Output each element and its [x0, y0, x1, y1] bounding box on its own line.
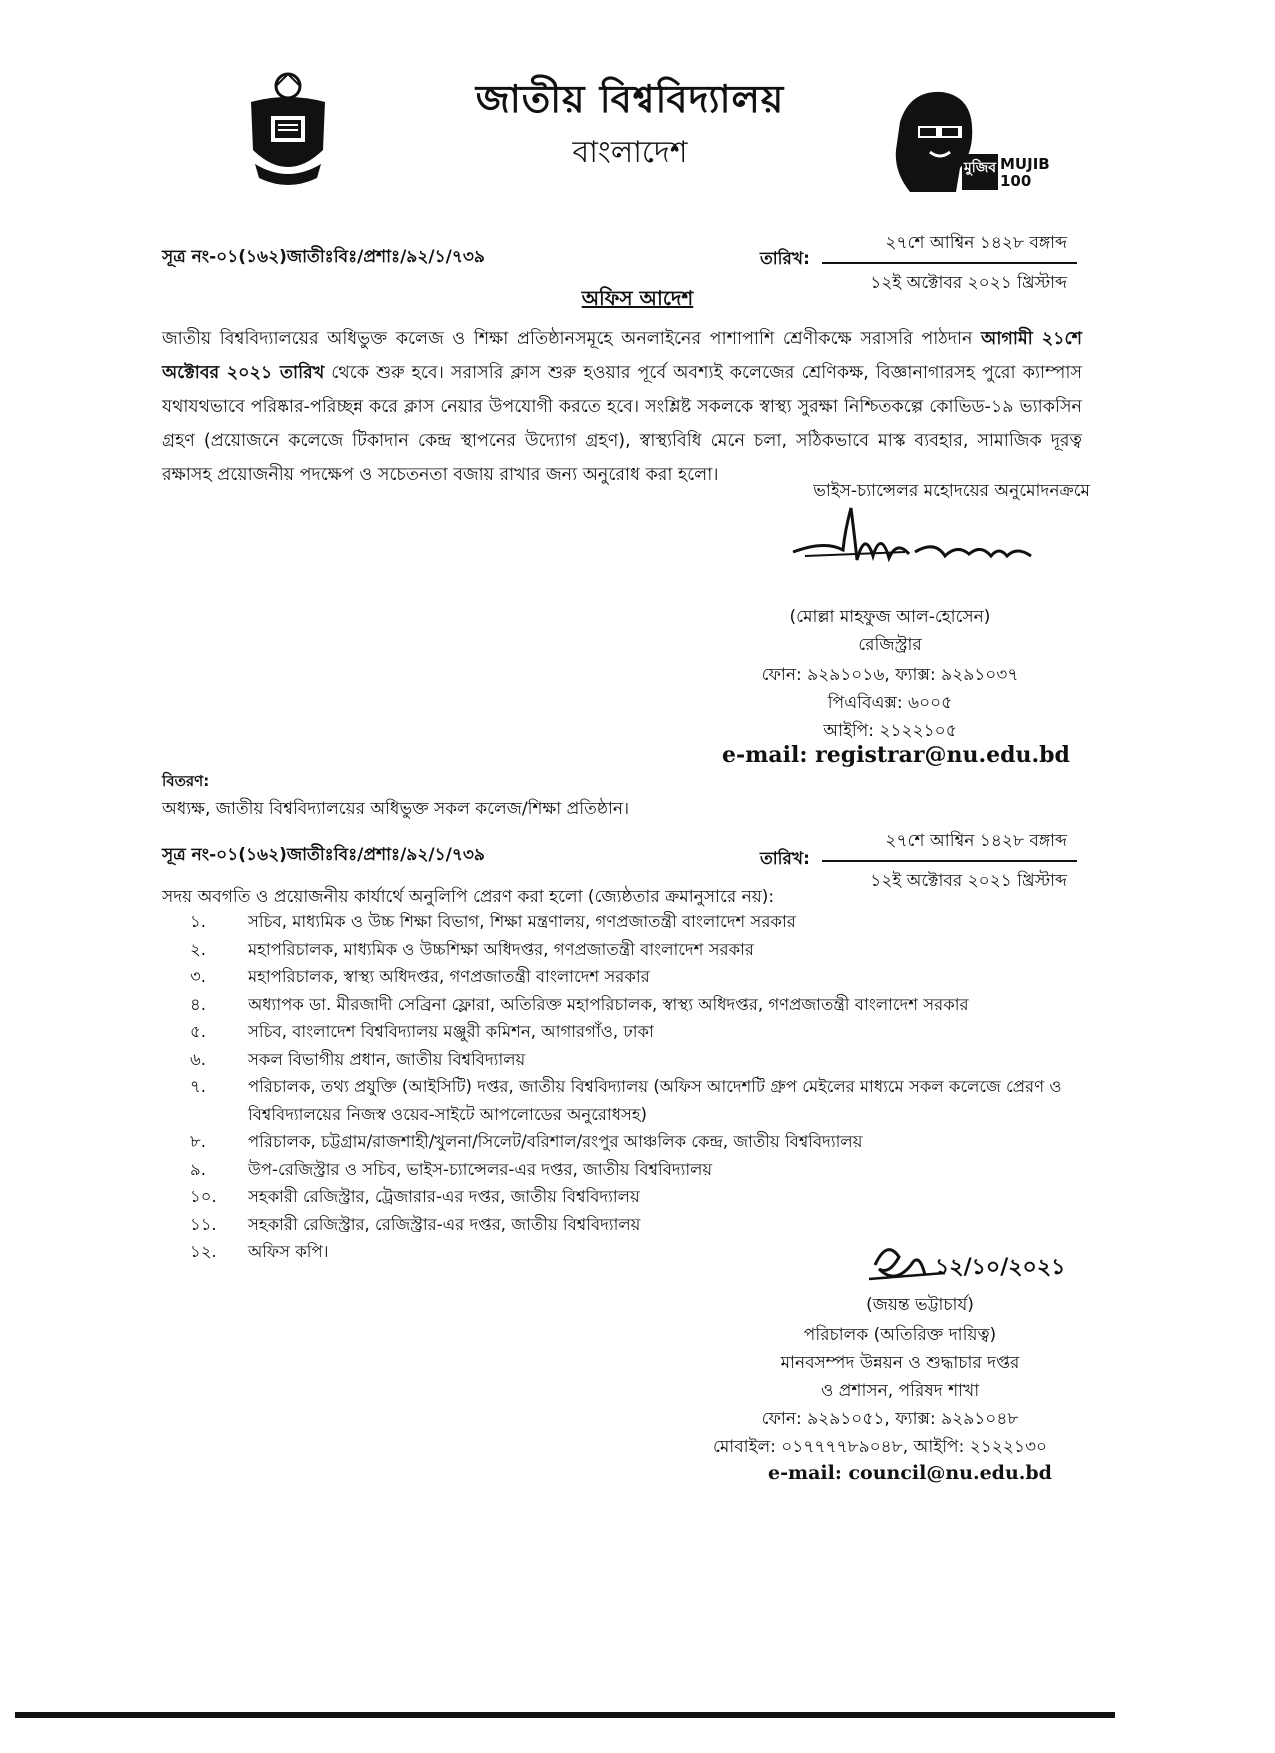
date-bangla: ২৭শে আশ্বিন ১৪২৮ বঙ্গাব্দ	[822, 230, 1077, 264]
notice-body-bold: আগামী ২১শে অক্টোবর ২০২১ তারিখ	[162, 329, 1082, 383]
list-item-number: ৭.	[190, 1077, 206, 1096]
date-block-copy	[822, 828, 1077, 896]
director-mobile-ip: মোবাইল: ০১৭৭৭৭৮৯০৪৮, আইপি: ২১২২১৩০	[712, 1437, 1048, 1457]
date-label-copy: তারিখ:	[760, 849, 810, 869]
notice-body	[162, 322, 1082, 492]
distribution-text: অধ্যক্ষ, জাতীয় বিশ্ববিদ্যালয়ের অধিভুক্ত সকল কলেজ/শিক্ষা প্রতিষ্ঠান।	[162, 799, 630, 819]
university-title: জাতীয় বিশ্ববিদ্যালয়	[475, 77, 785, 121]
list-item	[162, 1156, 1092, 1184]
list-item-number: ৬.	[190, 1049, 206, 1069]
list-item-text: মহাপরিচালক, মাধ্যমিক ও উচ্চশিক্ষা অধিদপ্তর, গণপ্রজাতন্ত্রী বাংলাদেশ সরকার	[248, 939, 754, 959]
list-item-text: সচিব, বাংলাদেশ বিশ্ববিদ্যালয় মঞ্জুরী কমিশন, আগারগাঁও, ঢাকা	[248, 1022, 654, 1041]
mujib-100-logo	[880, 82, 1060, 202]
reference-number-copy: সূত্র নং-০১(১৬২)জাতীঃবিঃ/প্রশাঃ/৯২/১/৭৩৯	[162, 845, 485, 865]
list-item-text: পরিচালক, চট্টগ্রাম/রাজশাহী/খুলনা/সিলেট/বরিশাল/রংপুর আঞ্চলিক কেন্দ্র, জাতীয় বিশ্ববিদ্যালয়	[248, 1132, 863, 1151]
list-item	[162, 1018, 1092, 1046]
copy-list	[162, 908, 1092, 1266]
registrar-ip: আইপি: ২১২২১০৫	[823, 721, 957, 741]
date-bangla-copy: ২৭শে আশ্বিন ১৪২৮ বঙ্গাব্দ	[822, 828, 1077, 862]
list-item-text: সচিব, মাধ্যমিক ও উচ্চ শিক্ষা বিভাগ, শিক্ষা মন্ত্রণালয়, গণপ্রজাতন্ত্রী বাংলাদেশ সরকার	[248, 912, 796, 931]
list-item	[162, 1128, 1092, 1156]
list-item-number: ১০.	[190, 1187, 217, 1206]
office-order-heading: অফিস আদেশ	[581, 286, 694, 310]
list-item-number: ২.	[190, 939, 206, 959]
director-name: (জয়ন্ত ভট্টাচার্য)	[866, 1295, 974, 1315]
date-english-copy: ১২ই অক্টোবর ২০২১ খ্রিস্টাব্দ	[870, 871, 1067, 891]
director-phone-fax: ফোন: ৯২৯১০৫১, ফ্যাক্স: ৯২৯১০৪৮	[761, 1409, 1019, 1429]
list-item-text: সকল বিভাগীয় প্রধান, জাতীয় বিশ্ববিদ্যালয়	[248, 1049, 526, 1069]
list-item-number: ১২.	[190, 1242, 217, 1261]
list-item-number: ৫.	[190, 1022, 206, 1041]
list-item-number: ৯.	[190, 1159, 206, 1179]
list-item-text: অফিস কপি।	[248, 1242, 329, 1261]
director-signature-date: ১২/১০/২০২১	[935, 1255, 1066, 1280]
notice-body-part2: থেকে শুরু হবে। সরাসরি ক্লাস শুরু হওয়ার পূর্বে অবশ্যই কলেজের শ্রেণিকক্ষ, বিজ্ঞানাগারসহ পুরো ক্যাম্পাস যথাযথভাবে পরিষ্কার-পরিচ্ছন্ন করে ক্লাস নেয়ার উপযোগী করতে হবে। সংশ্লিষ্ট সকলকে স্বাস্থ্য সুরক্ষা নিশ্চিতকল্পে কোভিড-১৯ ভ্যাকসিন গ্রহণ (প্রয়োজনে কলেজে টিকাদান কেন্দ্র স্থাপনের উদ্যোগ গ্রহণ), স্বাস্থ্যবিধি মেনে চলা, সঠিকভাবে মাস্ক ব্যবহার, সামাজিক দূরত্ব রক্ষাসহ প্রয়োজনীয় পদক্ষেপ ও সচেতনতা বজায় রাখার জন্য অনুরোধ করা হলো।	[162, 363, 1082, 485]
registrar-designation: রেজিস্ট্রার	[858, 635, 922, 655]
director-designation: পরিচালক (অতিরিক্ত দায়িত্ব)	[803, 1325, 997, 1345]
registrar-signature	[785, 500, 1045, 590]
date-label: তারিখ:	[760, 249, 810, 269]
list-item-number: ১১.	[190, 1214, 217, 1234]
university-logo	[243, 72, 333, 190]
list-item-number: ১.	[190, 912, 206, 931]
list-item	[162, 1046, 1092, 1074]
distribution-label: বিতরণ:	[162, 772, 210, 790]
list-item	[162, 991, 1092, 1019]
list-item-text: সহকারী রেজিস্ট্রার, ট্রেজারার-এর দপ্তর, জাতীয় বিশ্ববিদ্যালয়	[248, 1187, 640, 1206]
copy-intro: সদয় অবগতি ও প্রয়োজনীয় কার্যার্থে অনুলিপি প্রেরণ করা হলো (জ্যেষ্ঠতার ক্রমানুসারে নয়):	[162, 887, 775, 907]
registrar-pabx: পিএবিএক্স: ৬০০৫	[827, 693, 953, 713]
list-item	[162, 1211, 1092, 1239]
list-item-number: ৮.	[190, 1132, 206, 1151]
list-item-text: মহাপরিচালক, স্বাস্থ্য অধিদপ্তর, গণপ্রজাতন্ত্রী বাংলাদেশ সরকার	[248, 967, 650, 986]
list-item-number: ৪.	[190, 994, 206, 1014]
page-divider	[15, 1712, 1115, 1718]
list-item	[162, 908, 1092, 936]
approval-line: ভাইস-চ্যান্সেলর মহোদয়ের অনুমোদনক্রমে	[813, 481, 1090, 501]
reference-number: সূত্র নং-০১(১৬২)জাতীঃবিঃ/প্রশাঃ/৯২/১/৭৩৯	[162, 247, 485, 267]
registrar-email[interactable]: e-mail: registrar@nu.edu.bd	[722, 742, 1070, 768]
list-item-text: অধ্যাপক ডা. মীরজাদী সেব্রিনা ফ্লোরা, অতিরিক্ত মহাপরিচালক, স্বাস্থ্য অধিদপ্তর, গণপ্রজাতন্ত্রী বাংলাদেশ সরকার	[248, 994, 969, 1014]
list-item	[162, 936, 1092, 964]
director-email[interactable]: e-mail: council@nu.edu.bd	[768, 1462, 1052, 1484]
list-item-text: সহকারী রেজিস্ট্রার, রেজিস্ট্রার-এর দপ্তর, জাতীয় বিশ্ববিদ্যালয়	[248, 1214, 641, 1234]
date-english: ১২ই অক্টোবর ২০২১ খ্রিস্টাব্দ	[870, 273, 1067, 293]
list-item-number: ৩.	[190, 967, 206, 986]
registrar-phone-fax: ফোন: ৯২৯১০১৬, ফ্যাক্স: ৯২৯১০৩৭	[761, 665, 1019, 685]
country-subtitle: বাংলাদেশ	[572, 135, 688, 170]
registrar-name: (মোল্লা মাহফুজ আল-হোসেন)	[789, 607, 991, 627]
list-item-text: পরিচালক, তথ্য প্রযুক্তি (আইসিটি) দপ্তর, জাতীয় বিশ্ববিদ্যালয় (অফিস আদেশটি গ্রুপ মেইলের মাধ্যমে সকল কলেজে প্রেরণ ও বিশ্ববিদ্যালয়ের নিজস্ব ওয়েব-সাইটে আপলোডের অনুরোধসহ)	[248, 1077, 1062, 1124]
mujib-100-text: MUJIB 100	[1000, 155, 1050, 190]
list-item	[162, 1073, 1092, 1128]
mujib-bangla-text: মুজিব	[964, 160, 997, 176]
list-item-text: উপ-রেজিস্ট্রার ও সচিব, ভাইস-চ্যান্সেলর-এর দপ্তর, জাতীয় বিশ্ববিদ্যালয়	[248, 1159, 713, 1179]
director-office-1: মানবসম্পদ উন্নয়ন ও শুদ্ধাচার দপ্তর	[780, 1353, 1020, 1373]
list-item	[162, 963, 1092, 991]
notice-body-part1: জাতীয় বিশ্ববিদ্যালয়ের অধিভুক্ত কলেজ ও শিক্ষা প্রতিষ্ঠানসমূহে অনলাইনের পাশাপাশি শ্রেণীকক্ষে সরাসরি পাঠদান	[162, 329, 982, 349]
director-office-2: ও প্রশাসন, পরিষদ শাখা	[820, 1381, 980, 1401]
list-item	[162, 1183, 1092, 1211]
